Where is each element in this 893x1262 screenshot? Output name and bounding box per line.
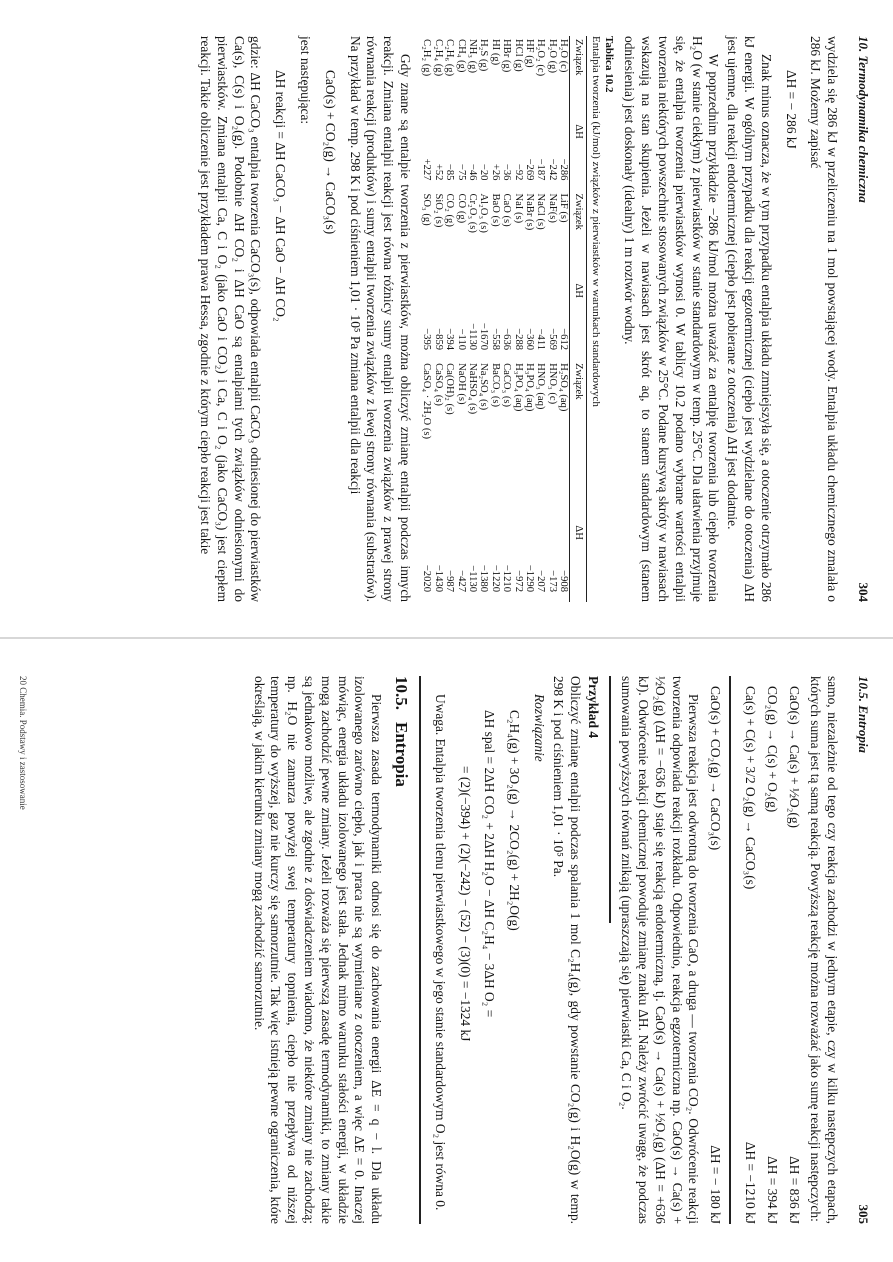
table-cell: −395	[421, 328, 433, 351]
section-heading	[392, 676, 412, 1224]
left-running-head	[854, 36, 871, 602]
table-caption-title: Tablica 10.2	[602, 36, 615, 93]
table-cell: NaF(s)	[546, 193, 558, 223]
table-cell: −242	[546, 158, 558, 181]
table-cell: HCl (g)	[512, 39, 524, 72]
equation-row	[763, 676, 780, 1224]
table-cell: Al₂O₃ (s)	[478, 193, 490, 233]
table-cell: −20	[478, 163, 490, 181]
left-running-title: 10. Termodynamika chemiczna	[856, 36, 871, 203]
equation-delta: ΔH reakcji = ΔH CaCO₃ − ΔH CaO − ΔH CO₂	[273, 70, 289, 322]
table-cell: H₃PO₄ (aq)	[524, 363, 536, 412]
equation-text: CaO(s) → Ca(s) + ½O₂(g)	[786, 686, 802, 829]
table-cell: −1290	[524, 564, 536, 592]
table-header-cell: Związek	[570, 190, 586, 280]
table-cell: NaCl (s)	[535, 193, 547, 230]
table-cell: −1210	[501, 564, 513, 592]
table-cell: NaBr (s)	[524, 193, 536, 231]
table-cell: CO (g)	[455, 193, 467, 224]
table-row	[467, 36, 478, 602]
right-running-head	[854, 676, 871, 1224]
table-cell: −75	[455, 163, 467, 181]
solution-equation-3: = (2)(−394) + (2)(−242) − (52) − (3)(0) = −1324 kJ	[457, 766, 473, 1042]
table-row	[455, 36, 466, 602]
table-cell: CaCO₃ (s)	[501, 363, 513, 408]
paragraph-first-reaction: Pierwsza reakcja jest odwrotną do tworzenia CaO, a druga — tworzenia CO₂. Odwrócenie reakcji tworzenia odpowiada reakcji rozkładu. Odpowiednio, reakcja egzotermiczna np. CaO(s) → Ca(s) + ½O₂(g) (ΔH = −636 kJ) staje się reakcją endotermiczną, tj. CaO(s) → Ca(s) + ½O₂(g) (ΔH = +636 kJ). Odwrócenie reakcji chemicznej powoduje zmianę znaku ΔH. Należy zwrócić uwagę, że podczas sumowania powyższych równań znikają (upraszczają się) pierwiastki Ca, C i O₂.	[619, 676, 702, 1224]
table-row	[444, 36, 455, 602]
table-row	[558, 36, 570, 602]
example-title: Przykład 4	[586, 676, 602, 739]
table-cell: −411	[535, 328, 547, 351]
table-cell: BaCO₃ (s)	[489, 363, 501, 408]
table-header-cell: Związek	[570, 360, 586, 522]
table-cell: H₂S (g)	[478, 39, 490, 72]
table-cell: −1380	[478, 564, 490, 592]
table-cell: −427	[455, 570, 467, 592]
equation-dh-value: ΔH = −1210 kJ	[743, 1141, 759, 1224]
next-label: jest następująca:	[297, 36, 313, 125]
table-cell: −173	[546, 570, 558, 592]
table-cell: C₂H₄ (g)	[432, 39, 444, 77]
paragraph-where: gdzie: ΔH CaCO₃ entalpia tworzenia CaCO₃(s), odpowiada entalpii CaCO₃ odniesionej do pierwiastków Ca(s), C(s) i O₂(g). Podobnie ΔH CO₂ i ΔH CaO są entalpiami tych związków odniesionymi do pierwiastków. Zmiana entalpii Ca, C i O₂ (jako CaO i CO₂) i Ca, C i O₂ (jako CaCO₃) jest ciepłem reakcji. Takie obliczenie jest przykładem prawa Hessa, zgodnie z którym ciepło reakcji jest takie	[197, 36, 264, 602]
table-header-cell: ΔH	[570, 121, 586, 190]
table-header-cell: ΔH	[570, 522, 586, 602]
equation-row	[785, 676, 802, 1224]
equation-text: CO₂(g) → C(s) + O₂(g)	[764, 686, 780, 813]
solution-label: Rozwiązanie	[532, 694, 548, 762]
right-page	[0, 640, 893, 1262]
table-cell: C₂H₆ (g)	[444, 39, 456, 77]
table-cell: −46	[466, 163, 478, 181]
equation-dh-value: ΔH = 836 kJ	[786, 1156, 802, 1224]
table-cell: −1130	[466, 323, 478, 351]
table-cell: Ca(OH)₂ (s)	[444, 363, 456, 415]
table-cell: BaO (s)	[489, 193, 501, 227]
left-page-number: 304	[856, 582, 871, 602]
table-cell: −85	[444, 163, 456, 181]
table-header-row	[570, 36, 586, 602]
table-row	[535, 36, 546, 602]
solution-equation-1: C₂H₄(g) + 3O₂(g) → 2CO₂(g) + 2H₂O(g)	[507, 710, 523, 931]
note: Uwaga. Entalpia tworzenia tlenu pierwiastkowego w jego stanie standardowym O₂ jest równa 0.	[432, 694, 448, 1211]
table-cell: −1670	[478, 322, 490, 351]
table-cell: −360	[524, 328, 536, 351]
equation-text: Ca(s) + C(s) + 3/2 O₂(g) → CaCO₃(s)	[743, 686, 759, 890]
table-header-cell: ΔH	[570, 281, 586, 361]
table-cell: SO₃ (g)	[421, 193, 433, 226]
left-intro: wydziela się 286 kJ w przeliczeniu na 1 mol powstającej wody. Entalpia układu chemicznego zmalała o 286 kJ. Możemy zapisać	[808, 36, 841, 602]
table-cell: H₂O₂ (c)	[535, 39, 547, 77]
table-cell: +26	[489, 163, 501, 181]
solution-equation-2: ΔH spal = 2ΔH CO₂ + 2ΔH H₂O − ΔH C₂H₄ − 3ΔH O₂ =	[482, 710, 498, 1018]
table-cell: −187	[535, 158, 547, 181]
table-cell: −636	[501, 328, 513, 351]
paragraph-example: W poprzednim przykładzie −286 kJ/mol można uważać za entalpię tworzenia lub ciepło tworzenia H₂O (w stanie ciekłym) z pierwiastków w stanie standardowym w temp. 25°C. Dla ułatwienia przyjmuje się, że entalpia tworzenia pierwiastków wynosi 0. W tablicy 10.2 podano wybrane wartości entalpii tworzenia niektórych powszechnie stosowanych związków w 25°C. Podane kursywą skróty w nawiasach wskazują na stan skupienia. Jeżeli w nawiasach jest skrót aq, to stanem standardowym (stanem odniesienia) jest doskonały (idealny) 1 m roztwór wodny.	[622, 36, 722, 602]
table-cell: HBr (g)	[501, 39, 513, 73]
table-cell: HNO₃ (c)	[546, 363, 558, 405]
table-cell: SiO₂ (s)	[432, 193, 444, 228]
section-divider	[419, 676, 421, 1224]
table-cell: Cr₂O₃ (s)	[466, 193, 478, 233]
paragraph-sign: Znak minus oznacza, że w tym przypadku entalpia układu zmniejszyła się, a otoczenie otrzymało 286 kJ energii. W ogólnym przypadku dla reakcji egzotermicznej (ciepło jest wydzielane do otoczenia) ΔH jest ujemne, dla reakcji endotermicznej (ciepło jest pobierane z otoczenia) ΔH jest dodatnie.	[725, 36, 774, 602]
right-intro: samo, niezależnie od tego czy reakcja zachodzi w jednym etapie, czy w kilku następczych etapach, których suma jest tą samą reakcją. Powyższą reakcję można rozważać jako sumę reakcji następczych:	[808, 676, 841, 1224]
table-cell: −908	[558, 570, 570, 592]
table-cell: −269	[524, 158, 536, 181]
table-cell: NaHSO₄ (s)	[466, 363, 478, 415]
table-cell: C₂H₂ (g)	[421, 39, 433, 77]
table-header-cell: Związek	[570, 36, 586, 121]
table-cell: CH₄ (g)	[455, 39, 467, 73]
table-cell: −859	[432, 328, 444, 351]
enthalpy-table	[421, 36, 587, 602]
table-cell: −612	[558, 328, 570, 351]
table-cell: +52	[432, 163, 444, 181]
table-row	[489, 36, 500, 602]
table-cell: H₂SO₄ (aq)	[558, 363, 570, 412]
right-page-number: 305	[856, 1204, 871, 1224]
section-title: Entropia	[392, 722, 412, 787]
table-caption-text: Entalpia tworzenia (kJ/mol) związków z pierwiastków w warunkach standardowych	[589, 36, 602, 407]
table-cell: NH₃ (g)	[466, 39, 478, 73]
table-cell: H₂O (g)	[546, 39, 558, 73]
table-cell: +227	[421, 158, 433, 181]
paragraph-calc: Gdy znane są entalpie tworzenia z pierwiastków, można obliczyć zmianę entalpii podczas innych reakcji. Zmiana entalpii reakcji jest równa różnicy sumy entalpii tworzenia związków z prawej strony równania reakcji (produktów) i sumy entalpii tworzenia związków z lewej strony równania (substratów). Na przykład w temp. 298 K i pod ciśnieniem 1,01 · 10⁵ Pa zmiana entalpii dla reakcji	[347, 36, 413, 602]
table-cell: −569	[546, 328, 558, 351]
table-cell: −1220	[489, 564, 501, 592]
table-cell: CaO (s)	[501, 193, 513, 227]
paragraph-entropy: Pierwsza zasada termodynamiki odnosi się do zachowania energii ΔE = q − l. Dla układu izolowanego zarówno ciepło, jak i praca nie są wymieniane z otoczeniem, a więc ΔE = 0. Inaczej mówiąc, energia układu izolowanego jest stała. Jednak mimo warunku stałości energii, w układzie mogą zachodzić pewne zmiany. Jeżeli rozważa się pierwszą zasadę termodynamiki, to zmiany takie są jednakowo możliwe, ale zgodnie z doświadczeniem wiadomo, że niektóre zmiany nie zachodzą; np. H₂O nie zamarza powyżej swej temperatury topnienia, ciepło nie przepływa od niższej temperatury do wyższej, gaz nie kurczy się samorzutnie. Tak więc istnieją pewne ograniczenia, które określają, w jakim kierunku zmiany mogą zachodzić samorzutnie.	[251, 676, 385, 1224]
table-cell: HI (g)	[489, 39, 501, 66]
equation-row	[706, 676, 723, 1224]
table-cell: −558	[489, 328, 501, 351]
table-cell: −1130	[466, 565, 478, 592]
table-cell: −92	[512, 163, 524, 181]
table-cell: −2020	[421, 564, 433, 592]
table-cell: CO₂ (g)	[444, 193, 456, 227]
table-row	[421, 36, 432, 602]
equation-dh-value: ΔH = 394 kJ	[764, 1156, 780, 1224]
table-cell: −972	[512, 570, 524, 592]
table-row	[546, 36, 557, 602]
table-cell: HF (g)	[524, 39, 536, 68]
table-cell: −394	[444, 328, 456, 351]
equation-text: CaO(s) + CO₂(g) → CaCO₃(s)	[708, 686, 724, 851]
table-cell: −36	[501, 163, 513, 181]
table-cell: H₂O (c)	[558, 39, 570, 73]
sum-divider	[729, 676, 731, 1224]
table-cell: −110	[455, 328, 467, 351]
section-number: 10.5.	[392, 676, 412, 710]
table-row	[501, 36, 512, 602]
example-text: Obliczyć zmianę entalpii podczas spalania 1 mol C₂H₄(g), gdy powstanie CO₂(g) i H₂O(g) w temp. 298 K i pod ciśnieniem 1,01 · 10⁵ Pa.	[550, 676, 583, 1224]
table-row	[512, 36, 523, 602]
table-cell: CaSO₄ · 2H₂O (s)	[421, 363, 433, 440]
equation-dh: ΔH = − 286 kJ	[783, 70, 799, 149]
equation-reaction: CaO(s) + CO₂(g) → CaCO₃(s)	[322, 70, 338, 235]
table-cell: CaSO₄ (s)	[432, 363, 444, 406]
table-cell: −987	[444, 570, 456, 592]
table-cell: NaOH (s)	[455, 363, 467, 405]
table-cell: H₃PO₄ (aq)	[512, 363, 524, 412]
table-cell: LiF (s)	[558, 193, 570, 223]
table-cell: −286	[558, 158, 570, 181]
equation-dh-value: ΔH = − 180 kJ	[708, 1145, 724, 1224]
table-cell: −1430	[432, 564, 444, 592]
table-cell: −207	[535, 570, 547, 592]
table-caption	[589, 36, 615, 602]
table-cell: HNO₃ (aq)	[535, 363, 547, 410]
table-row	[524, 36, 535, 602]
table-cell: −288	[512, 328, 524, 351]
table-body	[421, 36, 570, 602]
right-running-title: 10.5. Entropia	[856, 676, 871, 753]
table-cell: NaI (s)	[512, 193, 524, 224]
table-row	[478, 36, 489, 602]
page-gutter	[0, 637, 893, 639]
page-footer: 20 Chemia. Podstawy i zastosowanie	[17, 676, 28, 810]
equation-row	[741, 676, 758, 1224]
example-divider	[609, 676, 611, 923]
table-cell: Na₂SO₄ (s)	[478, 363, 490, 411]
table-row	[432, 36, 443, 602]
